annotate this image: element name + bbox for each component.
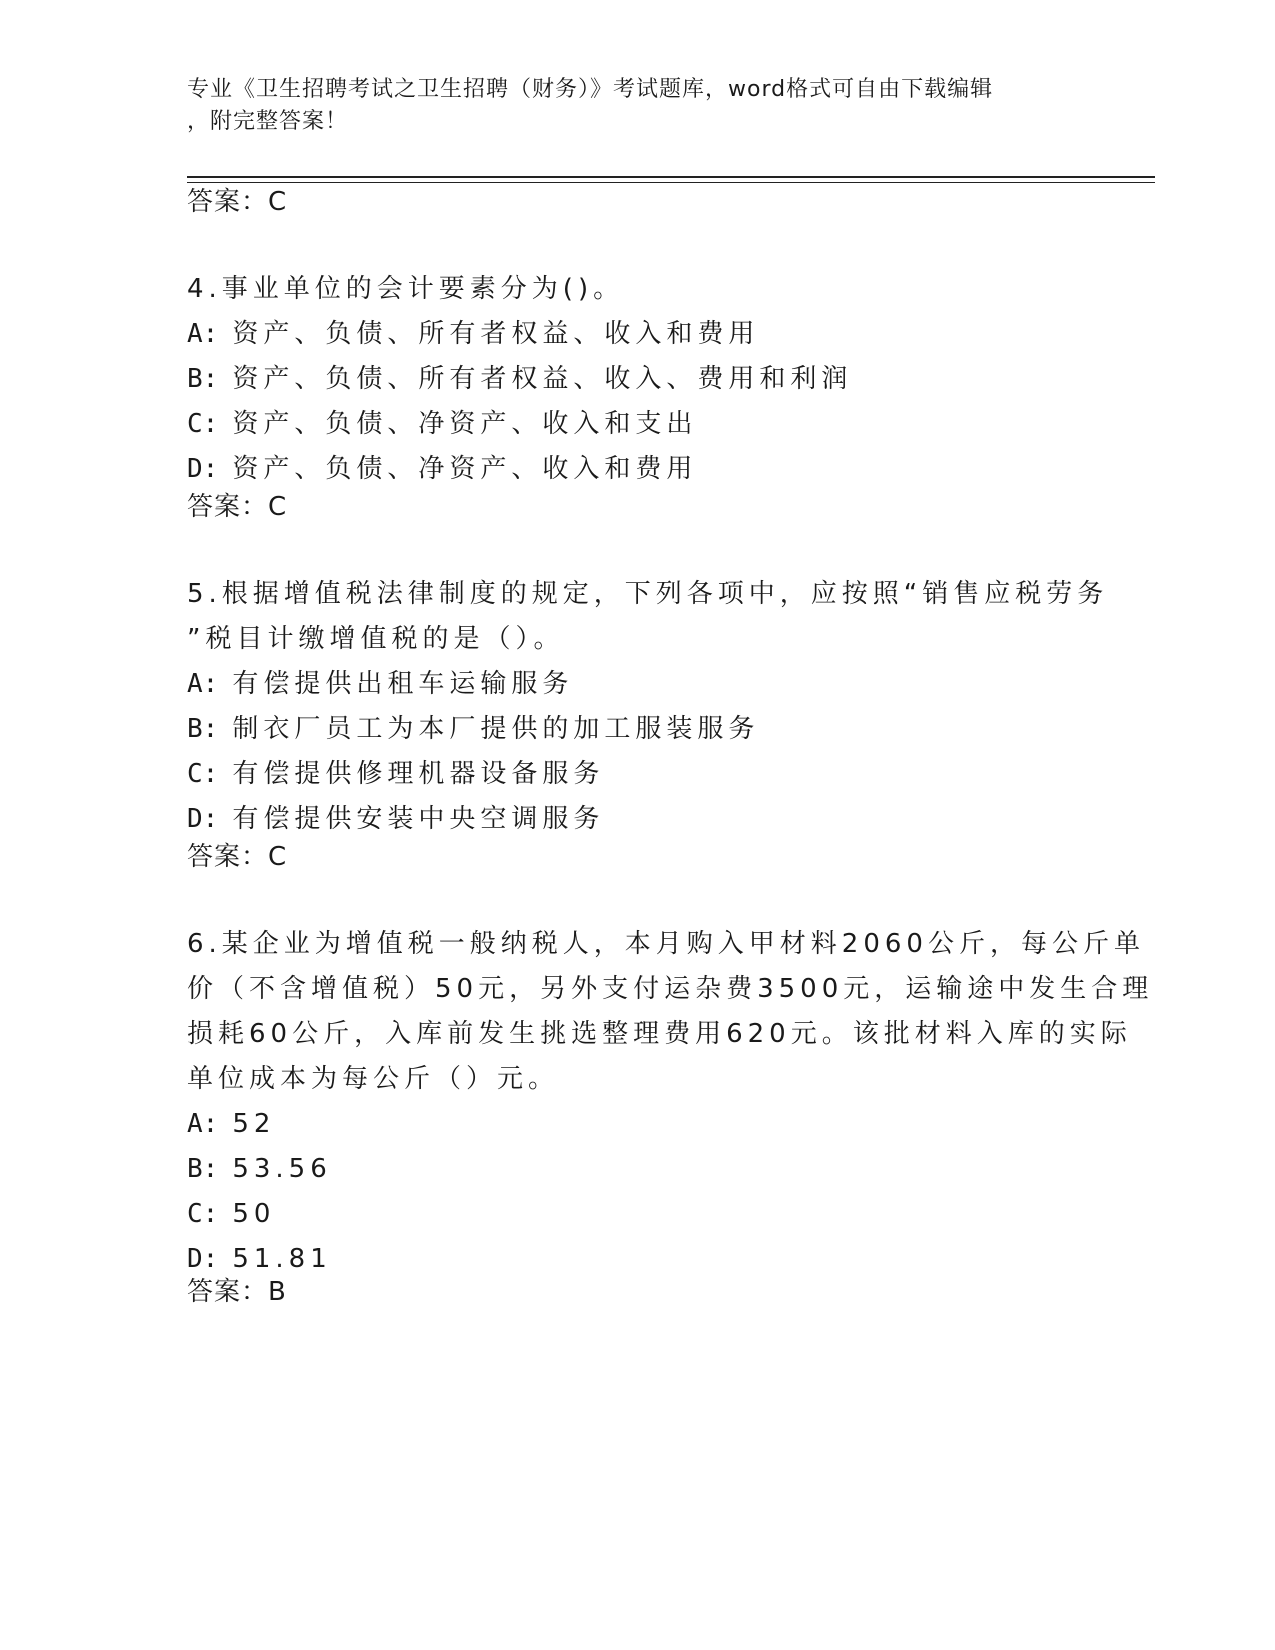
option-letter: D: bbox=[187, 454, 219, 484]
option-d bbox=[187, 797, 1087, 842]
option-text: 有偿提供出租车运输服务 bbox=[232, 669, 574, 699]
answer-4: 答案：C bbox=[187, 492, 288, 522]
question-text-line: 5.根据增值税法律制度的规定，下列各项中，应按照“销售应税劳务 bbox=[187, 579, 1109, 609]
option-text: 有偿提供修理机器设备服务 bbox=[232, 759, 605, 789]
header-line-1: 专业《卫生招聘考试之卫生招聘（财务）》考试题库，word格式可自由下载编辑 bbox=[187, 77, 994, 102]
option-text: 资产、负债、净资产、收入和费用 bbox=[232, 454, 698, 484]
option-a bbox=[187, 1102, 1087, 1147]
question-text-line: 价（不含增值税）50元，另外支付运杂费3500元，运输途中发生合理 bbox=[187, 974, 1154, 1004]
option-text: 资产、负债、所有者权益、收入和费用 bbox=[232, 319, 760, 349]
question-text-line: 损耗60公斤，入库前发生挑选整理费用620元。该批材料入库的实际 bbox=[187, 1019, 1132, 1049]
option-letter: A: bbox=[187, 669, 219, 699]
option-letter: A: bbox=[187, 1109, 219, 1139]
document-header bbox=[187, 74, 1087, 138]
option-c bbox=[187, 402, 1087, 447]
option-text: 52 bbox=[232, 1109, 276, 1139]
answer-5: 答案：C bbox=[187, 842, 288, 872]
option-d bbox=[187, 1237, 1087, 1282]
option-text: 资产、负债、净资产、收入和支出 bbox=[232, 409, 698, 439]
option-letter: B: bbox=[187, 364, 219, 394]
option-b bbox=[187, 1147, 1087, 1192]
option-text: 53.56 bbox=[232, 1154, 332, 1184]
question-5 bbox=[187, 572, 1109, 842]
header-line-2: ，附完整答案！ bbox=[187, 109, 349, 134]
option-text: 制衣厂员工为本厂提供的加工服装服务 bbox=[232, 714, 760, 744]
header-rule-thick bbox=[187, 176, 1155, 178]
option-text: 50 bbox=[232, 1199, 276, 1229]
option-c bbox=[187, 752, 1087, 797]
question-4 bbox=[187, 267, 1087, 492]
option-letter: B: bbox=[187, 714, 219, 744]
option-text: 有偿提供安装中央空调服务 bbox=[232, 804, 605, 834]
option-letter: C: bbox=[187, 759, 219, 789]
option-letter: D: bbox=[187, 1244, 219, 1274]
question-text-line: 6.某企业为增值税一般纳税人，本月购入甲材料2060公斤，每公斤单 bbox=[187, 929, 1145, 959]
option-b bbox=[187, 707, 1087, 752]
option-letter: C: bbox=[187, 1199, 219, 1229]
option-letter: D: bbox=[187, 804, 219, 834]
question-6 bbox=[187, 922, 1154, 1282]
option-letter: B: bbox=[187, 1154, 219, 1184]
option-c bbox=[187, 1192, 1087, 1237]
question-text-line: 单位成本为每公斤（）元。 bbox=[187, 1064, 560, 1094]
option-letter: A: bbox=[187, 319, 219, 349]
question-text-line: 4.事业单位的会计要素分为()。 bbox=[187, 274, 625, 304]
option-a bbox=[187, 312, 1087, 357]
option-a bbox=[187, 662, 1087, 707]
header-rule-thin bbox=[187, 182, 1155, 183]
option-letter: C: bbox=[187, 409, 219, 439]
answer-6: 答案：B bbox=[187, 1277, 287, 1307]
option-d bbox=[187, 447, 1087, 492]
question-text-line: ”税目计缴增值税的是（）。 bbox=[187, 624, 565, 654]
answer-prev: 答案：C bbox=[187, 187, 288, 217]
option-text: 51.81 bbox=[232, 1244, 332, 1274]
option-text: 资产、负债、所有者权益、收入、费用和利润 bbox=[232, 364, 853, 394]
option-b bbox=[187, 357, 1087, 402]
